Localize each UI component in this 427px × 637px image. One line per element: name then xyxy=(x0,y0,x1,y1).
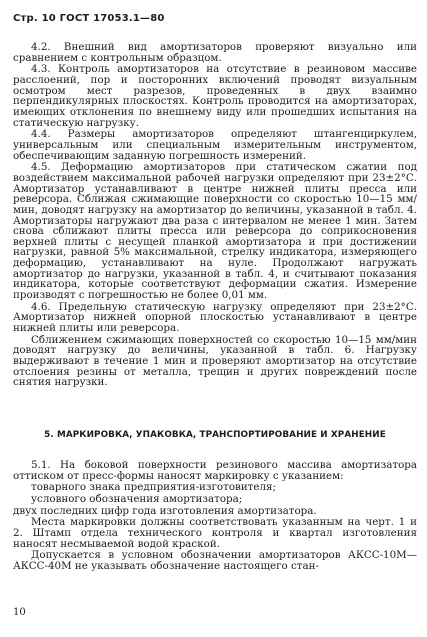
paragraph-5-1: 5.1. На боковой поверхности резинового массива амортизатора оттиском от пресс-формы наносят маркировку с указанием: xyxy=(13,459,417,482)
marking-item-year: двух последних цифр года изготовления амортизатора. xyxy=(13,504,317,517)
paragraph-4-2: 4.2. Внешний вид амортизаторов проверяют визуально или сравнением с контрольным образцом. xyxy=(13,41,417,64)
paragraph-4-6-continued: Сближением сжимающих поверхностей со скоростью 10—15 мм/мин доводят нагрузку до величины, указанной в табл. 6. Нагрузку выдерживают в течение 1 мин и проверяют амортизатор на отсутствие отслоения резины от металла, трещин и других повреждений после снятия нагрузки. xyxy=(13,333,417,389)
paragraph-designation-note: Допускается в условном обозначении амортизаторов АКСС-10М—АКСС-40М не указывать обозначение настоящего стан- xyxy=(13,549,417,572)
marking-item-trademark: товарного знака предприятия-изготовителя; xyxy=(31,481,276,494)
page-header: Стр. 10 ГОСТ 17053.1—80 xyxy=(13,13,165,24)
paragraph-4-4: 4.4. Размеры амортизаторов определяют штангенциркулем, универсальным или специальным измерительным инструментом, обеспечивающим заданную погрешность измерений. xyxy=(13,128,417,162)
section-5-title: 5. МАРКИРОВКА, УПАКОВКА, ТРАНСПОРТИРОВАНИЕ И ХРАНЕНИЕ xyxy=(44,430,386,440)
page-number: 10 xyxy=(13,607,26,618)
marking-item-designation: условного обозначения амортизатора; xyxy=(31,492,243,505)
paragraph-4-6: 4.6. Предельную статическую нагрузку определяют при 23±2°С. Амортизатор нижней опорной плоскостью устанавливают в центре нижней плиты или реверсора. xyxy=(13,300,417,335)
paragraph-4-3: 4.3. Контроль амортизаторов на отсутствие в резиновом массиве расслоений, пор и посторонних включений проводят визуальным осмотром мест разрезов, проведенных в двух взаимно перпендикулярных плоскостях. Контроль проводится на амортизаторах, имеющих отклонения по внешнему виду или прошедших испытания на статическую нагрузку. xyxy=(13,63,417,129)
section-5-text xyxy=(13,460,417,572)
paragraph-4-5: 4.5. Деформацию амортизаторов при статическом сжатии под воздействием максимальной рабочей нагрузки определяют при 23±2°С. Амортизатор устанавливают в центре нижней плиты пресса или реверсора. Сближая сжимающие поверхности со скоростью 10—15 мм/мин, доводят нагрузку на амортизатор до величины, указанной в табл. 4. Амортизаторы нагружают два раза с интервалом не менее 1 мин. Затем снова сближают плиты пресса или реверсора до соприкосновения верхней плиты с несущей планкой амортизатора и при достижении нагрузки, равной 5% максимальной, стрелку индикатора, измеряющего деформацию, устанавливают на нуле. Продолжают нагружать амортизатор до нагрузки, указанной в табл. 4, и считывают показания индикатора, которые соответствуют деформации сжатия. Измерение производят с погрешностью не более 0,01 мм. xyxy=(13,161,417,302)
section-4-text xyxy=(13,42,417,388)
paragraph-marking-places: Места маркировки должны соответствовать указанным на черт. 1 и 2. Штамп отдела технического контроля и квартал изготовления наносят несмываемой водой краской. xyxy=(13,516,417,550)
